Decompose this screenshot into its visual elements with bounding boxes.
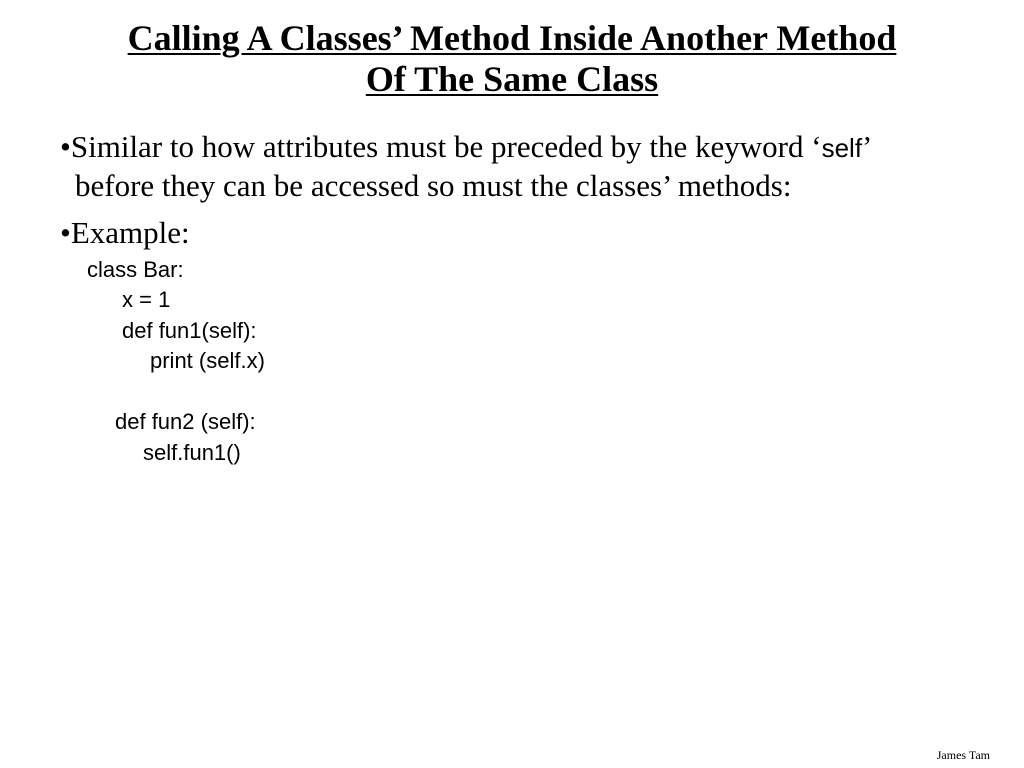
bullet-similar xyxy=(60,128,980,204)
code-line-x-assign: x = 1 xyxy=(122,287,171,312)
slide-title xyxy=(0,18,1024,100)
bullet-marker: • xyxy=(60,129,71,164)
code-line-call-fun1: self.fun1() xyxy=(143,440,241,465)
code-line-def-fun2: def fun2 (self): xyxy=(115,409,256,434)
bullet-text: Similar to how attributes must be preceded by the keyword ‘ xyxy=(70,129,822,164)
bullet-example xyxy=(60,214,980,251)
bullet-text-close-quote: ’ xyxy=(862,129,873,164)
title-line-1: Calling A Classes’ Method Inside Another Method xyxy=(127,18,897,58)
code-line-def-fun1: def fun1(self): xyxy=(122,318,257,343)
title-line-2: Of The Same Class xyxy=(365,59,659,99)
keyword-self: self xyxy=(821,133,863,163)
bullet-text-line-2: before they can be accessed so must the classes’ methods: xyxy=(75,168,792,203)
footer-author: James Tam xyxy=(936,748,990,762)
bullet-text: Example: xyxy=(70,215,190,250)
bullet-marker: • xyxy=(60,215,71,250)
code-line-class-bar: class Bar: xyxy=(87,257,184,282)
code-line-print: print (self.x) xyxy=(150,348,265,373)
